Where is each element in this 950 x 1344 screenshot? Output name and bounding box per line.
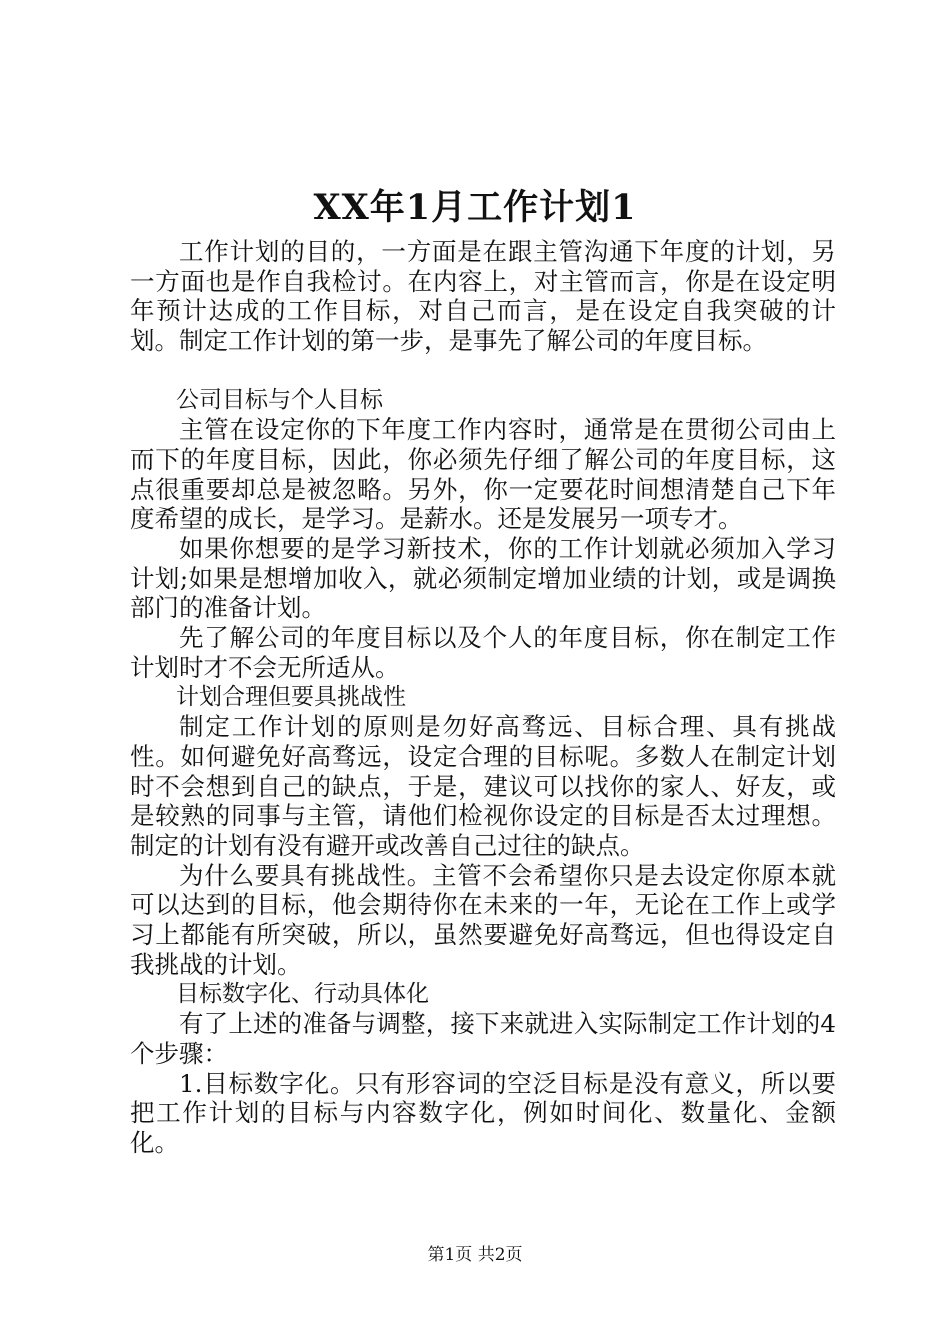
body-paragraph: 制定工作计划的原则是勿好高骛远、目标合理、具有挑战性。如何避免好高骛远，设定合理的目标呢。多数人在制定计划时不会想到自己的缺点，于是，建议可以找你的家人、好友，或是较熟的同事与主管，请他们检视你设定的目标是否太过理想。制定的计划有没有避开或改善自己过往的缺点。 bbox=[130, 712, 836, 861]
body-paragraph: 1.目标数字化。只有形容词的空泛目标是没有意义，所以要把工作计划的目标与内容数字化，例如时间化、数量化、金额化。 bbox=[130, 1068, 836, 1158]
body-paragraph: 主管在设定你的下年度工作内容时，通常是在贯彻公司由上而下的年度目标，因此，你必须先仔细了解公司的年度目标，这点很重要却总是被忽略。另外，你一定要花时间想清楚自己下年度希望的成长，是学习。是薪水。还是发展另一项专才。 bbox=[130, 415, 836, 534]
body-paragraph: 有了上述的准备与调整，接下来就进入实际制定工作计划的4个步骤： bbox=[130, 1009, 836, 1068]
section-heading-company-goals: 公司目标与个人目标 bbox=[176, 386, 383, 413]
body-paragraph: 先了解公司的年度目标以及个人的年度目标，你在制定工作计划时才不会无所适从。 bbox=[130, 623, 836, 682]
section-heading-quantified-goals: 目标数字化、行动具体化 bbox=[176, 980, 429, 1007]
document-title: XX年1月工作计划1 bbox=[313, 187, 637, 228]
body-paragraph: 如果你想要的是学习新技术，你的工作计划就必须加入学习计划;如果是想增加收入，就必须制定增加业绩的计划，或是调换部门的准备计划。 bbox=[130, 534, 836, 623]
intro-paragraph: 工作计划的目的，一方面是在跟主管沟通下年度的计划，另一方面也是作自我检讨。在内容上，对主管而言，你是在设定明年预计达成的工作目标，对自己而言，是在设定自我突破的计划。制定工作计划的第一步，是事先了解公司的年度目标。 bbox=[130, 237, 836, 356]
document-body bbox=[130, 237, 836, 1158]
page-number-footer: 第1页 共2页 bbox=[427, 1245, 523, 1265]
section-heading-reasonable-plan: 计划合理但要具挑战性 bbox=[176, 683, 406, 710]
body-paragraph: 为什么要具有挑战性。主管不会希望你只是去设定你原本就可以达到的目标，他会期待你在未来的一年，无论在工作上或学习上都能有所突破，所以，虽然要避免好高骛远，但也得设定自我挑战的计划。 bbox=[130, 860, 836, 979]
